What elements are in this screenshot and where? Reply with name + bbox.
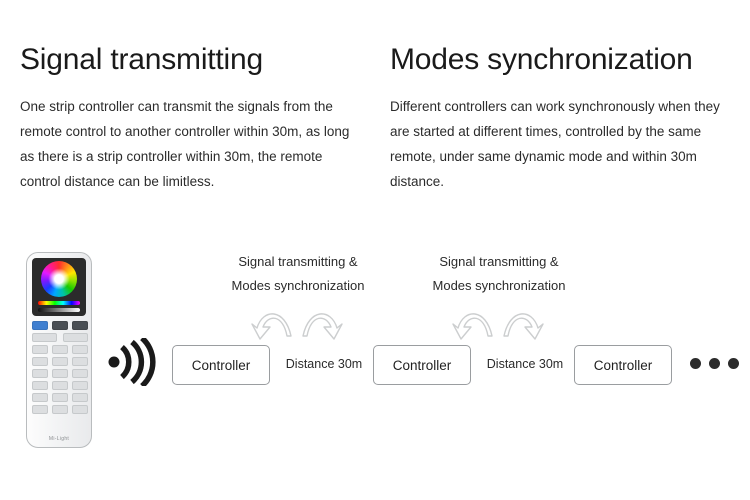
controller-box-2: Controller (373, 345, 471, 385)
controller-box-3: Controller (574, 345, 672, 385)
ellipsis-dot (709, 358, 720, 369)
brightness-slider (38, 308, 80, 312)
curved-double-arrow-icon-1 (251, 302, 343, 342)
rf-signal-waves-icon (108, 338, 158, 386)
remote-control-icon (26, 252, 92, 448)
remote-key (52, 345, 68, 354)
arrow-caption-2-line2: Modes synchronization (432, 278, 566, 293)
remote-key (72, 405, 88, 414)
keypad-row (32, 381, 88, 390)
remote-key (72, 381, 88, 390)
arrow-caption-1-line2: Modes synchronization (231, 278, 365, 293)
arrow-caption-2 (394, 250, 604, 298)
keypad-row (32, 357, 88, 366)
body-modes-synchronization: Different controllers can work synchronously when they are started at different times, controlled by the same remote, under same dynamic mode and within 30m distance. (390, 99, 720, 189)
remote-key (32, 405, 48, 414)
heading-signal-transmitting: Signal transmitting (20, 43, 263, 76)
remote-key (32, 369, 48, 378)
remote-key (72, 345, 88, 354)
color-slider (38, 301, 80, 305)
distance-label-2: Distance 30m (486, 357, 564, 371)
keypad-row (32, 345, 88, 354)
remote-key (32, 345, 48, 354)
remote-key (52, 405, 68, 414)
keypad-row (32, 405, 88, 414)
column-signal-transmitting (0, 42, 375, 194)
remote-key (32, 381, 48, 390)
ellipsis-dot (690, 358, 701, 369)
column-modes-synchronization (375, 42, 750, 194)
color-wheel-icon (41, 261, 77, 297)
remote-key (32, 333, 57, 342)
signal-flow-diagram (0, 240, 750, 470)
remote-key (72, 357, 88, 366)
text-columns (0, 42, 750, 194)
remote-key (32, 393, 48, 402)
remote-key (52, 369, 68, 378)
arrow-caption-1 (193, 250, 403, 298)
remote-key (63, 333, 88, 342)
keypad-row (32, 393, 88, 402)
arrow-caption-1-line1: Signal transmitting & (238, 254, 358, 269)
remote-keypad (32, 321, 88, 417)
body-signal-transmitting: One strip controller can transmit the signals from the remote control to another controller within 30m, as long as there is a strip controller within 30m, the remote control distance can be limitless. (20, 99, 350, 189)
remote-key (52, 381, 68, 390)
remote-screen (32, 258, 86, 316)
heading-modes-synchronization: Modes synchronization (390, 43, 693, 76)
remote-key (32, 321, 48, 330)
keypad-row (32, 369, 88, 378)
remote-brand-label: Mi-Light (48, 436, 70, 442)
keypad-row (32, 321, 88, 330)
curved-double-arrow-icon-2 (452, 302, 544, 342)
distance-label-1: Distance 30m (285, 357, 363, 371)
remote-key (52, 393, 68, 402)
remote-key (32, 357, 48, 366)
controller-box-1: Controller (172, 345, 270, 385)
remote-key (52, 357, 68, 366)
remote-key (72, 393, 88, 402)
ellipsis-indicator (690, 358, 739, 369)
remote-key (72, 321, 88, 330)
keypad-row (32, 333, 88, 342)
remote-key (52, 321, 68, 330)
remote-key (72, 369, 88, 378)
arrow-caption-2-line1: Signal transmitting & (439, 254, 559, 269)
ellipsis-dot (728, 358, 739, 369)
